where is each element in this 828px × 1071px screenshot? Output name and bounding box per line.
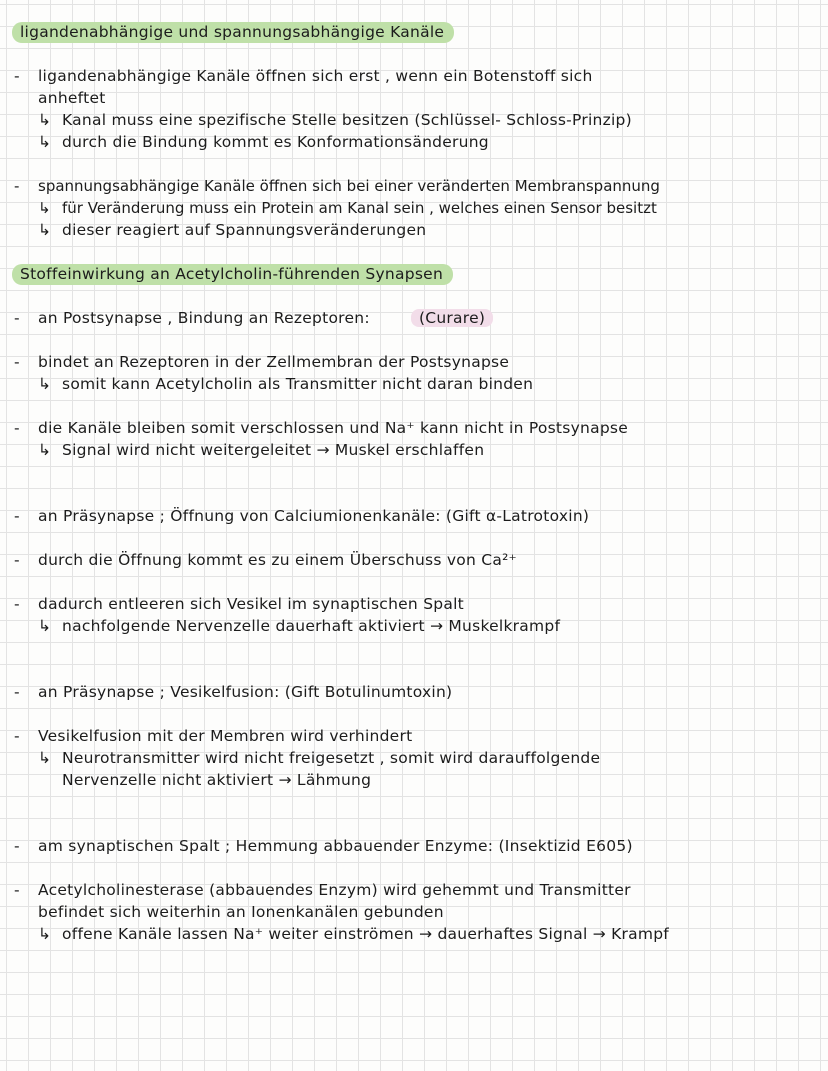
bullet-channels-closed: - die Kanäle bleiben somit verschlossen und Na⁺ kann nicht in Postsynapse: [14, 419, 629, 437]
sub-item: ↳ offene Kanäle lassen Na⁺ weiter einströmen → dauerhaftes Signal → Krampf: [38, 925, 670, 943]
heading-acetylcholine-synapses: Stoffeinwirkung an Acetylcholin-führenden Synapsen: [20, 264, 453, 284]
heading-ligand-voltage-channels: ligandenabhängige und spannungsabhängige Kanäle: [20, 22, 454, 42]
bullet-acetylcholinesterase: - Acetylcholinesterase (abbauendes Enzym) wird gehemmt und Transmitter: [14, 881, 631, 899]
sub-item: ↳ dieser reagiert auf Spannungsveränderungen: [38, 221, 427, 239]
sub-item: ↳ Neurotransmitter wird nicht freigesetzt , somit wird darauffolgende: [38, 749, 601, 767]
sub-item: ↳ somit kann Acetylcholin als Transmitter nicht daran binden: [38, 375, 534, 393]
sub-item: ↳ für Veränderung muss ein Protein am Kanal sein , welches einen Sensor besitzt: [38, 199, 657, 217]
poison-curare: (Curare): [411, 309, 493, 327]
sub-item: ↳ Signal wird nicht weitergeleitet → Muskel erschlaffen: [38, 441, 485, 459]
bullet-voltage-channels: - spannungsabhängige Kanäle öffnen sich bei einer veränderten Membranspannung: [14, 177, 660, 195]
bullet-ligand-channels: - ligandenabhängige Kanäle öffnen sich erst , wenn ein Botenstoff sich: [14, 67, 593, 85]
bullet-vesicles-empty: - dadurch entleeren sich Vesikel im synaptischen Spalt: [14, 595, 464, 613]
bullet-binds-receptors: - bindet an Rezeptoren in der Zellmembran der Postsynapse: [14, 353, 510, 371]
bullet-ligand-channels-cont: anheftet: [38, 89, 106, 107]
topic-synaptic-cleft-enzyme-inhibition: - am synaptischen Spalt ; Hemmung abbauender Enzyme: (Insektizid E605): [14, 837, 633, 855]
bullet-acetylcholinesterase-cont: befindet sich weiterhin an Ionenkanälen gebunden: [38, 903, 444, 921]
sub-item: ↳ Kanal muss eine spezifische Stelle besitzen (Schlüssel- Schloss-Prinzip): [38, 111, 632, 129]
topic-postsynapse-receptor-binding: - an Postsynapse , Bindung an Rezeptoren: (Curare): [14, 308, 493, 328]
sub-item: ↳ nachfolgende Nervenzelle dauerhaft aktiviert → Muskelkrampf: [38, 617, 561, 635]
sub-item: ↳ durch die Bindung kommt es Konformationsänderung: [38, 133, 489, 151]
topic-presynapse-calcium-channels: - an Präsynapse ; Öffnung von Calciumionenkanäle: (Gift α-Latrotoxin): [14, 507, 590, 525]
topic-presynapse-vesicle-fusion: - an Präsynapse ; Vesikelfusion: (Gift Botulinumtoxin): [14, 683, 453, 701]
bullet-calcium-excess: - durch die Öffnung kommt es zu einem Überschuss von Ca²⁺: [14, 551, 517, 569]
sub-item-cont: Nervenzelle nicht aktiviert → Lähmung: [62, 771, 372, 789]
bullet-vesicle-fusion-prevented: - Vesikelfusion mit der Membren wird verhindert: [14, 727, 413, 745]
